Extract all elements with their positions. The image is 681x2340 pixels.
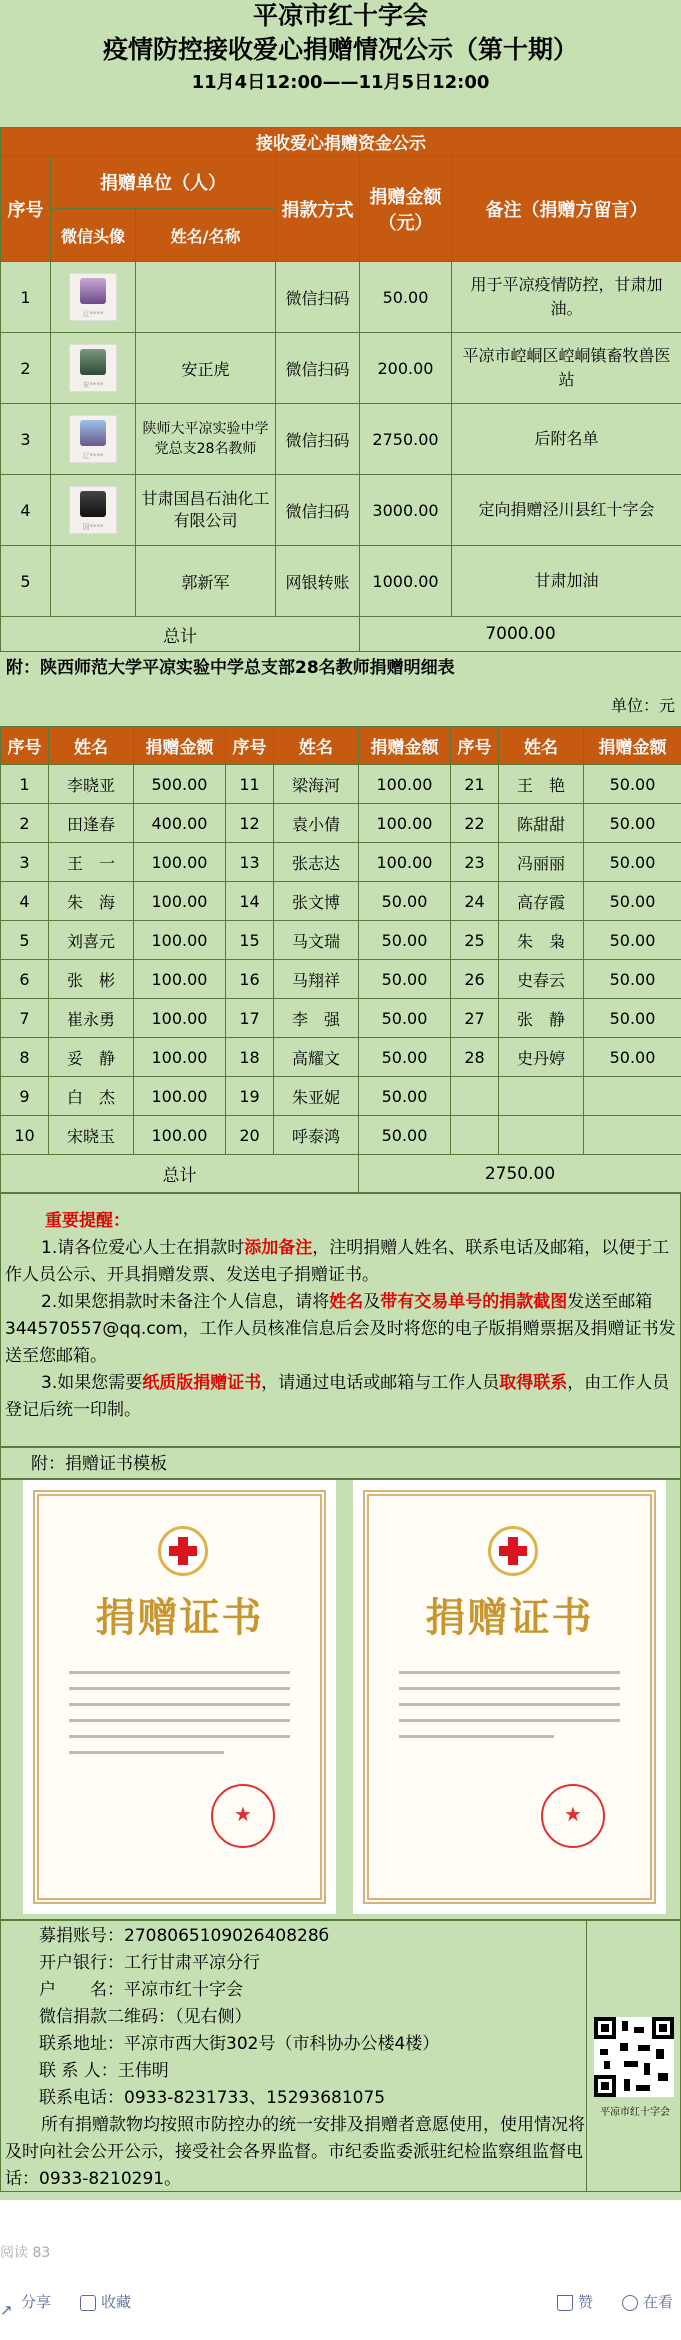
table-row bbox=[1, 262, 681, 333]
teacher-name: 李 强 bbox=[274, 999, 359, 1038]
unit-label: 单位：元 bbox=[610, 696, 675, 715]
read-count: 阅读 83 bbox=[0, 2245, 51, 2261]
row-no bbox=[451, 1077, 499, 1116]
donation-note: 甘肃加油 bbox=[452, 546, 681, 617]
qrcode-note: 微信捐款二维码：（见右侧） bbox=[39, 2007, 252, 2027]
appendix-title: 附：陕西师范大学平凉实验中学总支部28名教师捐赠明细表 bbox=[6, 658, 455, 678]
total-value: 2750.00 bbox=[359, 1155, 681, 1193]
avatar bbox=[69, 273, 117, 321]
donation-amount: 50.00 bbox=[584, 804, 681, 843]
teacher-name: 田逢春 bbox=[49, 804, 134, 843]
looking-button[interactable]: 在看 bbox=[622, 2287, 673, 2317]
donation-amount: 50.00 bbox=[584, 765, 681, 804]
donation-method: 网银转账 bbox=[276, 546, 360, 617]
donation-amount: 2750.00 bbox=[360, 404, 452, 475]
avatar-caption: 辽**** bbox=[82, 310, 104, 318]
row-no: 2 bbox=[1, 804, 49, 843]
donation-amount: 50.00 bbox=[584, 843, 681, 882]
reminder-title: 重要提醒： bbox=[45, 1211, 130, 1231]
row-no: 13 bbox=[226, 843, 274, 882]
contact-address: 联系地址：平凉市西大街302号（市科协办公楼4楼） bbox=[39, 2034, 440, 2054]
teacher-name: 高存霞 bbox=[499, 882, 584, 921]
avatar bbox=[69, 344, 117, 392]
donation-amount: 50.00 bbox=[584, 1038, 681, 1077]
donation-amount: 100.00 bbox=[134, 882, 226, 921]
donation-amount: 50.00 bbox=[359, 1116, 451, 1155]
teacher-name: 妥 静 bbox=[49, 1038, 134, 1077]
favorite-icon bbox=[80, 2295, 96, 2311]
donation-amount: 100.00 bbox=[134, 999, 226, 1038]
row-no: 28 bbox=[451, 1038, 499, 1077]
teacher-name: 马文瑞 bbox=[274, 921, 359, 960]
donation-amount: 50.00 bbox=[359, 1077, 451, 1116]
table-row bbox=[1, 333, 681, 404]
row-no: 4 bbox=[1, 882, 49, 921]
important-reminder bbox=[0, 1193, 681, 1447]
donor-name: 安正虎 bbox=[136, 333, 276, 404]
table-row bbox=[1, 1038, 681, 1077]
share-icon: ↗ bbox=[0, 2300, 13, 2319]
row-no: 1 bbox=[1, 262, 51, 333]
teacher-name: 李晓亚 bbox=[49, 765, 134, 804]
reminder-item-3: 3.如果您需要纸质版捐赠证书，请通过电话或邮箱与工作人员取得联系，由工作人员登记后统一印制。 bbox=[5, 1373, 670, 1420]
row-no: 10 bbox=[1, 1116, 49, 1155]
table-row bbox=[1, 1116, 681, 1155]
row-no: 17 bbox=[226, 999, 274, 1038]
table-row bbox=[1, 404, 681, 475]
total-label: 总计 bbox=[1, 1155, 359, 1193]
row-no: 5 bbox=[1, 546, 51, 617]
table-row bbox=[1, 804, 681, 843]
donation-method: 微信扫码 bbox=[276, 262, 360, 333]
row-no: 1 bbox=[1, 765, 49, 804]
donation-amount bbox=[584, 1077, 681, 1116]
certificate-label: 附：捐赠证书模板 bbox=[0, 1447, 681, 1479]
row-no: 12 bbox=[226, 804, 274, 843]
row-no: 21 bbox=[451, 765, 499, 804]
teacher-name: 冯丽丽 bbox=[499, 843, 584, 882]
red-cross-icon bbox=[488, 1526, 538, 1576]
avatar-caption: 辽**** bbox=[82, 452, 104, 460]
table-row bbox=[1, 843, 681, 882]
row-no: 6 bbox=[1, 960, 49, 999]
row-no: 24 bbox=[451, 882, 499, 921]
bank-account: 募捐账号：270806510902640828б bbox=[39, 1926, 330, 1946]
avatar-cell bbox=[51, 475, 136, 546]
total-value: 7000.00 bbox=[360, 617, 681, 652]
row-no: 19 bbox=[226, 1077, 274, 1116]
header-amount: 捐赠金额 bbox=[359, 727, 451, 765]
avatar-cell bbox=[51, 333, 136, 404]
table-row bbox=[1, 1077, 681, 1116]
table-row bbox=[1, 999, 681, 1038]
avatar-caption: 国**** bbox=[82, 523, 104, 531]
donation-amount: 50.00 bbox=[359, 999, 451, 1038]
announcement-period: 11月4日12:00——11月5日12:00 bbox=[191, 72, 490, 93]
row-no: 3 bbox=[1, 843, 49, 882]
donation-amount: 50.00 bbox=[360, 262, 452, 333]
donation-note: 平凉市崆峒区崆峒镇畜牧兽医站 bbox=[452, 333, 681, 404]
donation-note: 用于平凉疫情防控，甘肃加油。 bbox=[452, 262, 681, 333]
table-row bbox=[1, 921, 681, 960]
row-no: 7 bbox=[1, 999, 49, 1038]
thumb-up-icon bbox=[557, 2295, 573, 2311]
teachers-table bbox=[0, 726, 681, 1193]
donation-amount: 100.00 bbox=[134, 1116, 226, 1155]
row-no: 5 bbox=[1, 921, 49, 960]
bank-info bbox=[0, 1920, 681, 2192]
donation-note: 后附名单 bbox=[452, 404, 681, 475]
contact-phone: 联系电话：0933-8231733、15293681075 bbox=[39, 2088, 386, 2108]
teacher-name: 朱亚妮 bbox=[274, 1077, 359, 1116]
favorite-button[interactable]: 收藏 bbox=[80, 2287, 131, 2317]
teacher-name: 史丹婷 bbox=[499, 1038, 584, 1077]
avatar-cell bbox=[51, 262, 136, 333]
like-button[interactable]: 赞 bbox=[557, 2287, 593, 2317]
row-no bbox=[451, 1116, 499, 1155]
donation-amount: 100.00 bbox=[134, 960, 226, 999]
reminder-item-1: 1.请各位爱心人士在捐款时添加备注，注明捐赠人姓名、联系电话及邮箱，以便于工作人员公示、开具捐赠发票、发送电子捐赠证书。 bbox=[5, 1238, 670, 1285]
row-no: 16 bbox=[226, 960, 274, 999]
teacher-name: 朱 海 bbox=[49, 882, 134, 921]
certificate-title: 捐赠证书 bbox=[95, 1594, 264, 1641]
donor-name bbox=[136, 262, 276, 333]
row-no: 26 bbox=[451, 960, 499, 999]
row-no: 22 bbox=[451, 804, 499, 843]
reminder-item-2: 2.如果您捐款时未备注个人信息，请将姓名及带有交易单号的捐款截图发送至邮箱344570557@qq.com，工作人员核准信息后会及时将您的电子版捐赠票据及捐赠证书发送至您邮箱。 bbox=[5, 1292, 676, 1366]
announcement-header bbox=[0, 0, 681, 127]
article-footer bbox=[0, 2200, 681, 2340]
avatar bbox=[69, 486, 117, 534]
avatar-cell bbox=[51, 546, 136, 617]
header-method: 捐款方式 bbox=[276, 156, 360, 262]
donation-amount: 100.00 bbox=[359, 843, 451, 882]
teacher-name: 张 静 bbox=[499, 999, 584, 1038]
teacher-name: 张志达 bbox=[274, 843, 359, 882]
total-row bbox=[1, 617, 681, 652]
donation-amount: 200.00 bbox=[360, 333, 452, 404]
funds-section-title: 接收爱心捐赠资金公示 bbox=[1, 128, 681, 156]
header-avatar: 微信头像 bbox=[51, 209, 136, 262]
seal-icon: ★ bbox=[541, 1784, 605, 1848]
qr-code-icon bbox=[594, 2017, 674, 2097]
table-row bbox=[1, 765, 681, 804]
row-no: 20 bbox=[226, 1116, 274, 1155]
row-no: 14 bbox=[226, 882, 274, 921]
row-no: 9 bbox=[1, 1077, 49, 1116]
seal-icon: ★ bbox=[211, 1784, 275, 1848]
donation-amount: 100.00 bbox=[359, 804, 451, 843]
donor-name: 郭新军 bbox=[136, 546, 276, 617]
bank-name: 开户银行：工行甘肃平凉分行 bbox=[39, 1953, 260, 1973]
teacher-name bbox=[499, 1116, 584, 1155]
header-amount: 捐赠金额 bbox=[134, 727, 226, 765]
header-amount: 捐赠金额（元） bbox=[360, 156, 452, 262]
row-no: 25 bbox=[451, 921, 499, 960]
teacher-name: 宋晓玉 bbox=[49, 1116, 134, 1155]
table-row bbox=[1, 960, 681, 999]
looking-icon bbox=[622, 2295, 638, 2311]
header-unit: 捐赠单位（人） bbox=[51, 156, 276, 209]
teacher-name: 白 杰 bbox=[49, 1077, 134, 1116]
header-note: 备注（捐赠方留言） bbox=[452, 156, 681, 262]
donation-note: 定向捐赠泾川县红十字会 bbox=[452, 475, 681, 546]
action-bar bbox=[0, 2287, 681, 2317]
usage-statement: 所有捐赠款物均按照市防控办的统一安排及捐赠者意愿使用，使用情况将及时向社会公开公示，接受社会各界监督。市纪委监委派驻纪检监察组监督电话：0933-8210291。 bbox=[5, 2115, 585, 2189]
donation-amount: 1000.00 bbox=[360, 546, 452, 617]
teacher-name: 呼泰鸿 bbox=[274, 1116, 359, 1155]
header-no: 序号 bbox=[451, 727, 499, 765]
row-no: 4 bbox=[1, 475, 51, 546]
header-no: 序号 bbox=[1, 727, 49, 765]
teacher-name: 高耀文 bbox=[274, 1038, 359, 1077]
certificate-image bbox=[353, 1480, 666, 1914]
donation-amount: 50.00 bbox=[359, 1038, 451, 1077]
red-cross-icon bbox=[158, 1526, 208, 1576]
donation-method: 微信扫码 bbox=[276, 475, 360, 546]
certificate-image bbox=[23, 1480, 336, 1914]
header-name: 姓名/名称 bbox=[136, 209, 276, 262]
announcement-title: 疫情防控接收爱心捐赠情况公示（第十期） bbox=[102, 35, 578, 64]
donation-method: 微信扫码 bbox=[276, 333, 360, 404]
donation-amount: 50.00 bbox=[584, 882, 681, 921]
row-no: 15 bbox=[226, 921, 274, 960]
teacher-name: 朱 枭 bbox=[499, 921, 584, 960]
funds-table bbox=[0, 127, 681, 652]
header-name: 姓名 bbox=[274, 727, 359, 765]
teacher-name: 袁小倩 bbox=[274, 804, 359, 843]
teacher-name: 张文博 bbox=[274, 882, 359, 921]
row-no: 2 bbox=[1, 333, 51, 404]
donation-amount: 50.00 bbox=[359, 921, 451, 960]
donation-method: 微信扫码 bbox=[276, 404, 360, 475]
share-button[interactable]: ↗ 分享 bbox=[0, 2293, 52, 2319]
org-name: 平凉市红十字会 bbox=[252, 1, 428, 30]
teacher-name: 王 一 bbox=[49, 843, 134, 882]
donor-name: 陕师大平凉实验中学党总支28名教师 bbox=[136, 404, 276, 475]
certificate-title: 捐赠证书 bbox=[425, 1594, 594, 1641]
donation-amount: 50.00 bbox=[584, 921, 681, 960]
table-row bbox=[1, 546, 681, 617]
teacher-name: 梁海河 bbox=[274, 765, 359, 804]
qr-caption: 平凉市红十字会 bbox=[600, 2107, 670, 2118]
row-no: 18 bbox=[226, 1038, 274, 1077]
donation-amount: 100.00 bbox=[134, 1038, 226, 1077]
donation-amount bbox=[584, 1116, 681, 1155]
header-no: 序号 bbox=[1, 156, 51, 262]
row-no: 3 bbox=[1, 404, 51, 475]
teacher-name: 马翔祥 bbox=[274, 960, 359, 999]
donor-name: 甘肃国昌石油化工有限公司 bbox=[136, 475, 276, 546]
table-row bbox=[1, 475, 681, 546]
total-label: 总计 bbox=[1, 617, 360, 652]
table-row bbox=[1, 882, 681, 921]
donation-amount: 50.00 bbox=[359, 960, 451, 999]
donation-amount: 50.00 bbox=[584, 960, 681, 999]
donation-amount: 50.00 bbox=[359, 882, 451, 921]
donation-amount: 3000.00 bbox=[360, 475, 452, 546]
avatar bbox=[69, 415, 117, 463]
header-name: 姓名 bbox=[49, 727, 134, 765]
row-no: 8 bbox=[1, 1038, 49, 1077]
donation-amount: 100.00 bbox=[134, 843, 226, 882]
qrcode-panel bbox=[586, 1921, 681, 2191]
contact-person: 联 系 人：王伟明 bbox=[39, 2061, 169, 2081]
header-no: 序号 bbox=[226, 727, 274, 765]
teacher-name: 陈甜甜 bbox=[499, 804, 584, 843]
avatar-caption: 安**** bbox=[82, 381, 104, 389]
row-no: 23 bbox=[451, 843, 499, 882]
teacher-name: 崔永勇 bbox=[49, 999, 134, 1038]
donation-amount: 100.00 bbox=[359, 765, 451, 804]
total-row bbox=[1, 1155, 681, 1193]
donation-amount: 100.00 bbox=[134, 921, 226, 960]
header-name: 姓名 bbox=[499, 727, 584, 765]
donation-amount: 100.00 bbox=[134, 1077, 226, 1116]
teacher-name: 刘喜元 bbox=[49, 921, 134, 960]
row-no: 11 bbox=[226, 765, 274, 804]
teacher-name: 王 艳 bbox=[499, 765, 584, 804]
donation-amount: 50.00 bbox=[584, 999, 681, 1038]
teacher-name: 史春云 bbox=[499, 960, 584, 999]
donation-amount: 400.00 bbox=[134, 804, 226, 843]
row-no: 27 bbox=[451, 999, 499, 1038]
donation-amount: 500.00 bbox=[134, 765, 226, 804]
teacher-name: 张 彬 bbox=[49, 960, 134, 999]
header-amount: 捐赠金额 bbox=[584, 727, 681, 765]
teacher-name bbox=[499, 1077, 584, 1116]
account-holder: 户 名：平凉市红十字会 bbox=[39, 1980, 243, 2000]
certificate-templates bbox=[0, 1479, 681, 1920]
avatar-cell bbox=[51, 404, 136, 475]
